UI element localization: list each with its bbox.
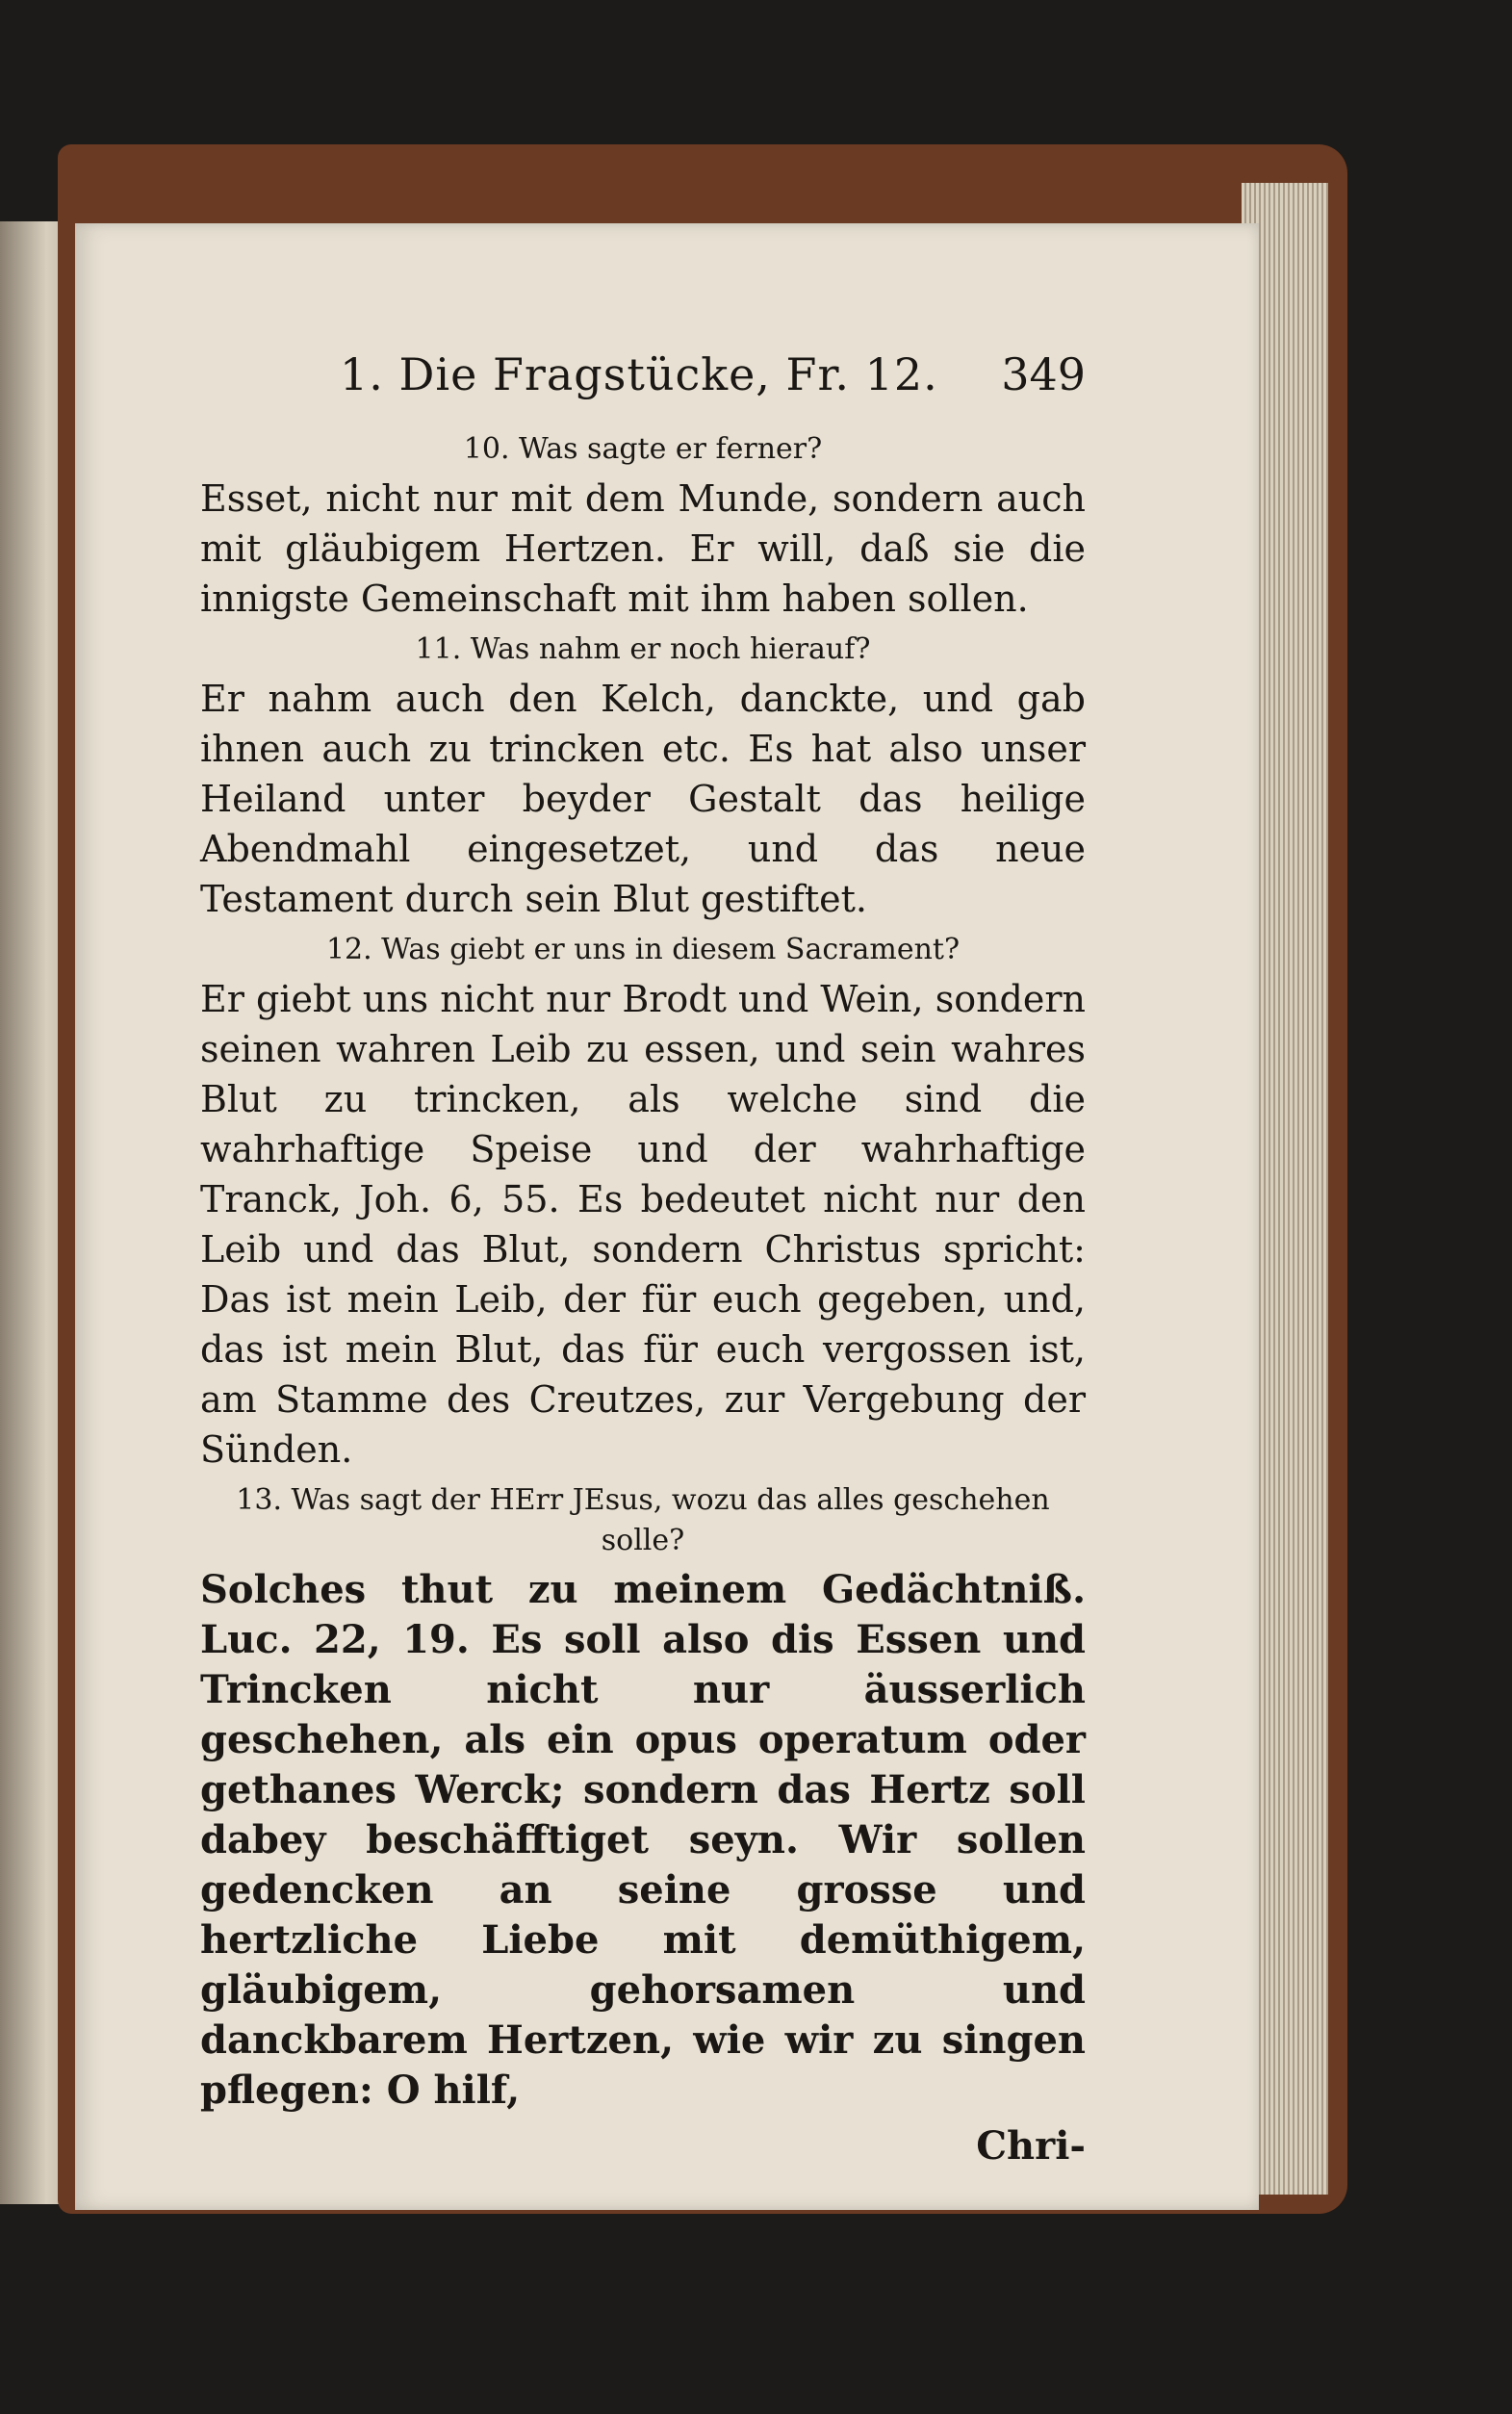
section-13	[200, 1480, 1086, 2116]
book-page	[75, 223, 1259, 2210]
running-head-title: 1. Die Fragstücke, Fr. 12.	[340, 348, 938, 400]
question: 10. Was sagte er ferner?	[463, 432, 823, 466]
page-content	[200, 348, 1086, 2169]
answer: Er nahm auch den Kelch, danckte, und gab ihnen auch zu trincken etc. Es hat also unser Heiland unter beyder Gestalt das heilige Abendmahl eingesetzet, und das neue Testament durch sein Blut gestiftet.	[200, 678, 1086, 920]
page-number: 349	[1001, 348, 1086, 400]
section-12	[200, 930, 1086, 1475]
catchword: Chri-	[976, 2123, 1086, 2169]
running-head	[200, 348, 1086, 424]
answer: Esset, nicht nur mit dem Munde, sondern auch mit gläubigem Hertzen. Er will, daß sie die innigste Gemeinschaft mit ihm haben sollen.	[200, 477, 1086, 620]
question: 13. Was sagt der HErr JEsus, wozu das alles geschehen solle?	[236, 1483, 1050, 1557]
question: 11. Was nahm er noch hierauf?	[415, 632, 871, 666]
answer: Er giebt uns nicht nur Brodt und Wein, sondern seinen wahren Leib zu essen, und sein wahres Blut zu trincken, als welche sind die wahrhaftige Speise und der wahrhaftige Tranck, Joh. 6, 55. Es bedeutet nicht nur den Leib und das Blut, sondern Christus spricht: Das ist mein Leib, der für euch gegeben, und, das ist mein Blut, das für euch vergossen ist, am Stamme des Creutzes, zur Vergebung der Sünden.	[200, 978, 1086, 1471]
question: 12. Was giebt er uns in diesem Sacrament?	[325, 933, 961, 966]
section-11	[200, 629, 1086, 924]
answer: Solches thut zu meinem Gedächtniß. Luc. 22, 19. Es soll also dis Essen und Trincken nicht nur äusserlich geschehen, als ein opus operatum oder gethanes Werck; sondern das Hertz soll dabey beschäfftiget seyn. Wir sollen gedencken an seine grosse und hertzliche Liebe mit demüthigem, gläubigem, gehorsamen und danckbarem Hertzen, wie wir zu singen pflegen: O hilf,	[200, 1567, 1086, 2113]
section-10	[200, 429, 1086, 624]
